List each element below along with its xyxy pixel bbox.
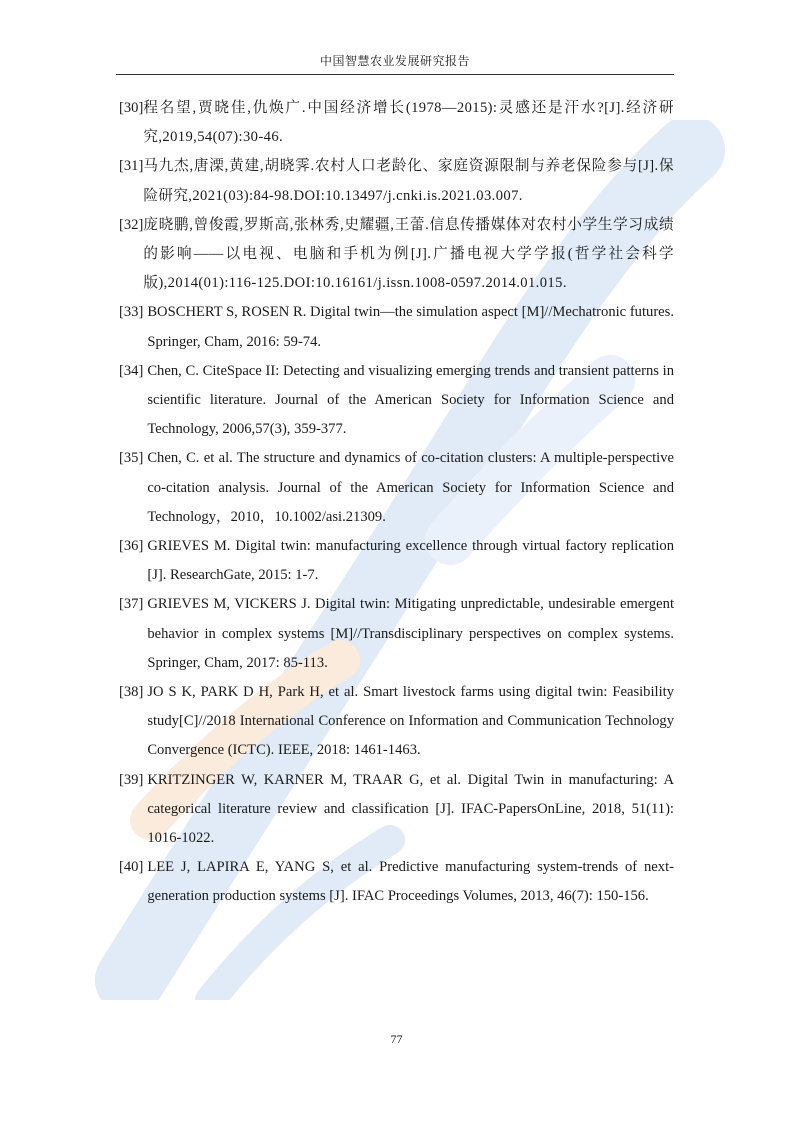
reference-text: LEE J, LAPIRA E, YANG S, et al. Predictive manufacturing system-trends of next-generation production systems [J]. IFAC Proceedings Volumes, 2013, 46(7): 150-156.: [147, 859, 674, 905]
reference-item: [119, 853, 674, 911]
reference-item: [119, 94, 674, 152]
reference-number: [32]: [119, 216, 144, 233]
reference-number: [30]: [119, 100, 144, 116]
reference-text: Chen, C. CiteSpace II: Detecting and visualizing emerging trends and transient patterns in scientific literature. Journal of the American Society for Information Science and Technology, 2006,57(3), 359-377.: [147, 362, 674, 438]
reference-item: [119, 444, 674, 532]
reference-item: [119, 766, 674, 854]
page-footer: [0, 1032, 793, 1047]
reference-item: [119, 590, 674, 678]
header-title: 中国智慧农业发展研究报告: [319, 54, 470, 68]
reference-text: GRIEVES M. Digital twin: manufacturing excellence through virtual factory replication [J]. ResearchGate, 2015: 1-7.: [147, 538, 674, 584]
reference-text: BOSCHERT S, ROSEN R. Digital twin—the simulation aspect [M]//Mechatronic futures. Springer, Cham, 2016: 59-74.: [147, 304, 674, 350]
reference-text: Chen, C. et al. The structure and dynamics of co-citation clusters: A multiple-perspective co-citation analysis. Journal of the American Society for Information Science and Technology，2010，10.1002/asi.21309.: [147, 450, 674, 525]
page-number: 77: [390, 1032, 403, 1046]
reference-item: [119, 678, 674, 766]
reference-number: [38]: [119, 684, 144, 701]
page-header: [116, 52, 674, 75]
reference-number: [33]: [119, 304, 144, 321]
reference-item: [119, 357, 674, 445]
reference-item: [119, 211, 674, 299]
reference-number: [34]: [119, 362, 144, 379]
reference-number: [40]: [119, 859, 144, 876]
reference-number: [35]: [119, 450, 144, 467]
reference-text: GRIEVES M, VICKERS J. Digital twin: Mitigating unpredictable, undesirable emergent behavior in complex systems [M]//Transdisciplinary perspectives on complex systems. Springer, Cham, 2017: 85-113.: [147, 596, 674, 671]
reference-text: KRITZINGER W, KARNER M, TRAAR G, et al. Digital Twin in manufacturing: A categorical literature review and classification [J]. IFAC-PapersOnLine, 2018, 51(11): 1016-1022.: [147, 771, 674, 847]
reference-item: [119, 298, 674, 356]
reference-item: [119, 152, 674, 210]
reference-list: [119, 94, 674, 912]
reference-text: JO S K, PARK D H, Park H, et al. Smart livestock farms using digital twin: Feasibility study[C]//2018 International Conference on Information and Communication Technology Convergence (ICTC). IEEE, 2018: 1461-1463.: [147, 684, 674, 759]
reference-number: [31]: [119, 158, 144, 175]
reference-item: [119, 532, 674, 590]
reference-text: 庞晓鹏,曾俊霞,罗斯高,张林秀,史耀疆,王蕾.信息传播媒体对农村小学生学习成绩的影响——以电视、电脑和手机为例[J].广播电视大学学报(哲学社会科学版),2014(01):116-125.DOI:10.16161/j.issn.1008-0597.2014.01.015.: [143, 216, 674, 292]
reference-text: 程名望,贾晓佳,仇焕广.中国经济增长(1978—2015):灵感还是汗水?[J].经济研究,2019,54(07):30-46.: [143, 100, 674, 146]
reference-number: [37]: [119, 596, 144, 613]
reference-text: 马九杰,唐溧,黄建,胡晓霁.农村人口老龄化、家庭资源限制与养老保险参与[J].保险研究,2021(03):84-98.DOI:10.13497/j.cnki.is.2021.03.007.: [143, 158, 674, 204]
reference-number: [36]: [119, 538, 144, 555]
reference-number: [39]: [119, 771, 144, 788]
